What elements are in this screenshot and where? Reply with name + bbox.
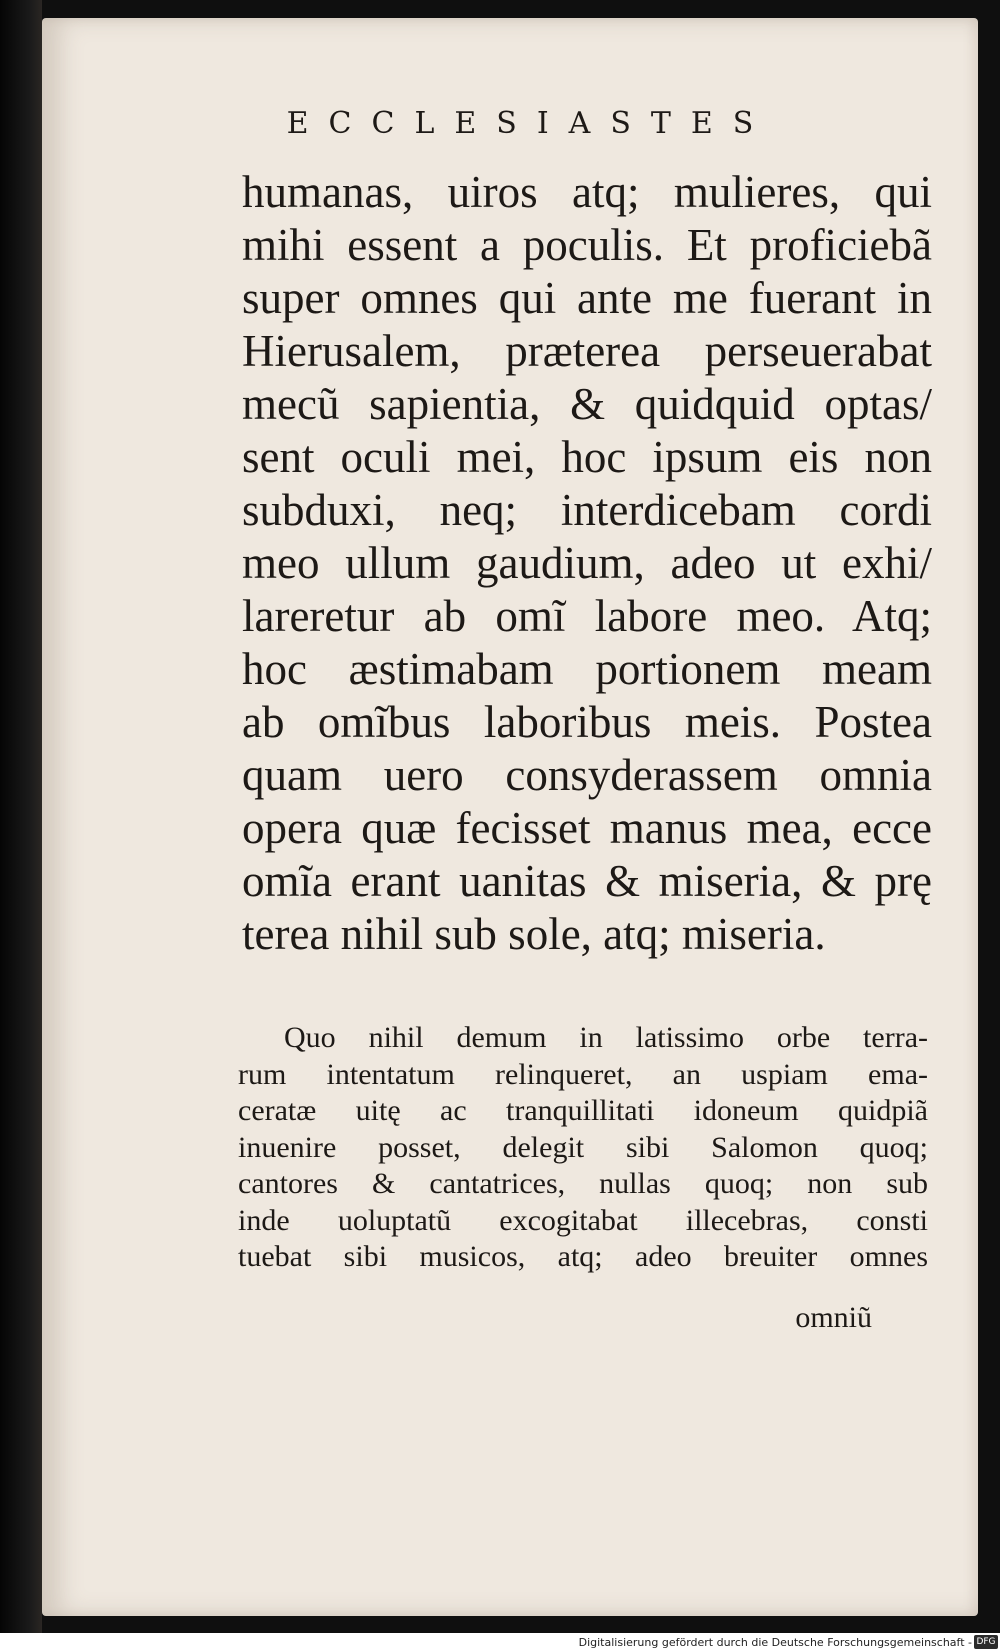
main-text-line: opera quæ fecisset manus mea, ecce [242,803,932,853]
main-text-line: super omnes qui ante me fuerant in [242,273,932,323]
funding-credit: Digitalisierung gefördert durch die Deutsche Forschungsgemeinschaft - [578,1636,972,1649]
commentary-block [238,1020,928,1276]
main-text-line: lareretur ab omĩ labore meo. Atq; [242,591,932,641]
commentary-line: inde uoluptatũ excogitabat illecebras, consti [238,1203,928,1237]
running-head: ECCLESIASTES [286,106,774,141]
main-text-line: meo ullum gaudium, adeo ut exhi/ [242,538,932,588]
book-page [42,18,978,1616]
main-text-block [242,166,932,961]
commentary-line: ceratæ uitę ac tranquillitati idoneum quidpiã [238,1094,928,1127]
commentary-line: inuenire posset, delegit sibi Salomon quoq; [238,1130,928,1164]
commentary-line: rum intentatum relinqueret, an uspiam ema- [238,1057,928,1091]
binding-shadow [0,0,42,1652]
main-text-line: sent oculi mei, hoc ipsum eis non [242,432,932,482]
commentary-line: tuebat sibi musicos, atq; adeo breuiter omnes [238,1240,928,1273]
commentary-line: cantores & cantatrices, nullas quoq; non sub [238,1167,928,1200]
catchword: omniũ [795,1301,872,1334]
main-text-line: mecũ sapientia, & quidquid optas/ [242,379,932,429]
main-text-line: terea nihil sub sole, atq; miseria. [242,909,826,959]
dfg-logo: DFG [974,1635,998,1649]
main-text-line: subduxi, neq; interdicebam cordi [242,485,932,535]
main-text-line: quam uero consyderassem omnia [242,750,932,800]
main-text-line: humanas, uiros atq; mulieres, qui [242,167,932,217]
commentary-line: Quo nihil demum in latissimo orbe terra- [284,1021,928,1054]
main-text-line: ab omĩbus laboribus meis. Postea [242,697,932,747]
main-text-line: omĩa erant uanitas & miseria, & prę [242,856,932,906]
main-text-line: mihi essent a poculis. Et proficiebã [242,220,932,270]
main-text-line: hoc æstimabam portionem meam [242,644,932,694]
main-text-line: Hierusalem, præterea perseuerabat [242,326,932,376]
